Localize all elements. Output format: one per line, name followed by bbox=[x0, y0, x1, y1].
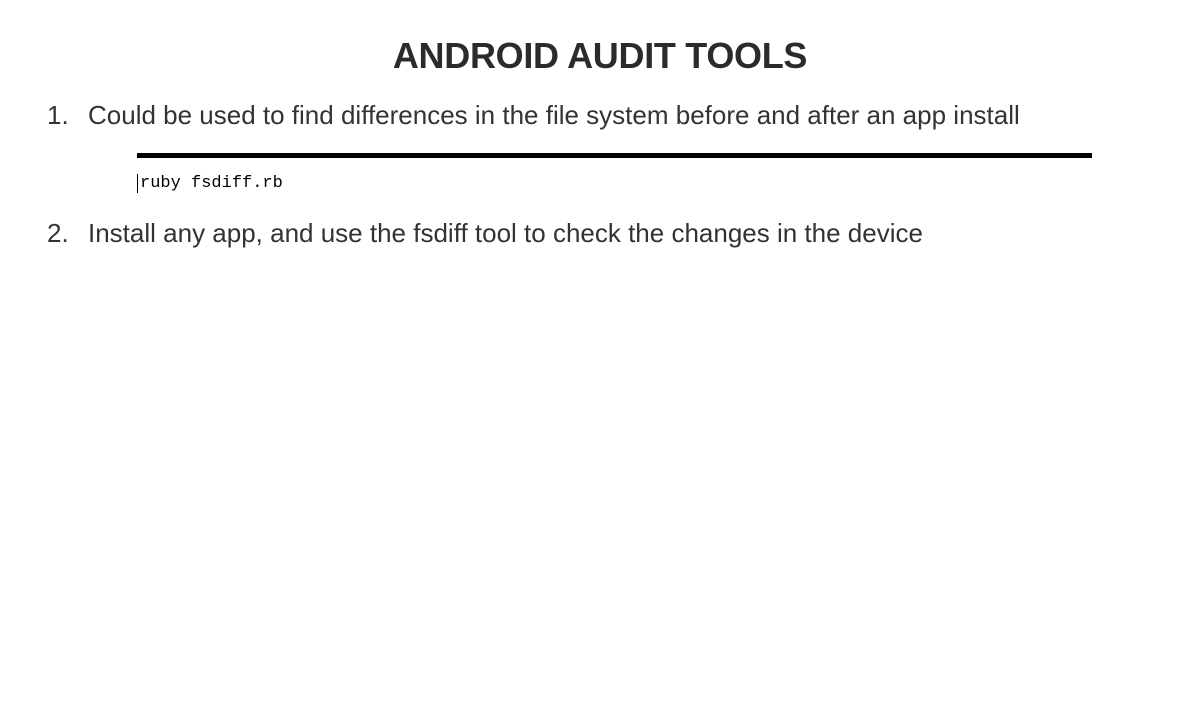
list-item-text: Could be used to find differences in the file system before and after an app install bbox=[88, 100, 1020, 130]
list-item-content bbox=[88, 213, 1097, 254]
list-item bbox=[47, 95, 1104, 199]
code-block bbox=[137, 153, 1092, 199]
page-title: ANDROID AUDIT TOOLS bbox=[392, 35, 808, 76]
list-item-number: 1. bbox=[47, 100, 69, 130]
list-item-content bbox=[88, 95, 1097, 199]
list-item-text: Install any app, and use the fsdiff tool to check the changes in the device bbox=[88, 218, 923, 248]
numbered-list bbox=[0, 95, 1200, 254]
list-item bbox=[47, 213, 1104, 254]
code-text: ruby fsdiff.rb bbox=[137, 174, 289, 193]
list-item-number: 2. bbox=[47, 218, 69, 248]
